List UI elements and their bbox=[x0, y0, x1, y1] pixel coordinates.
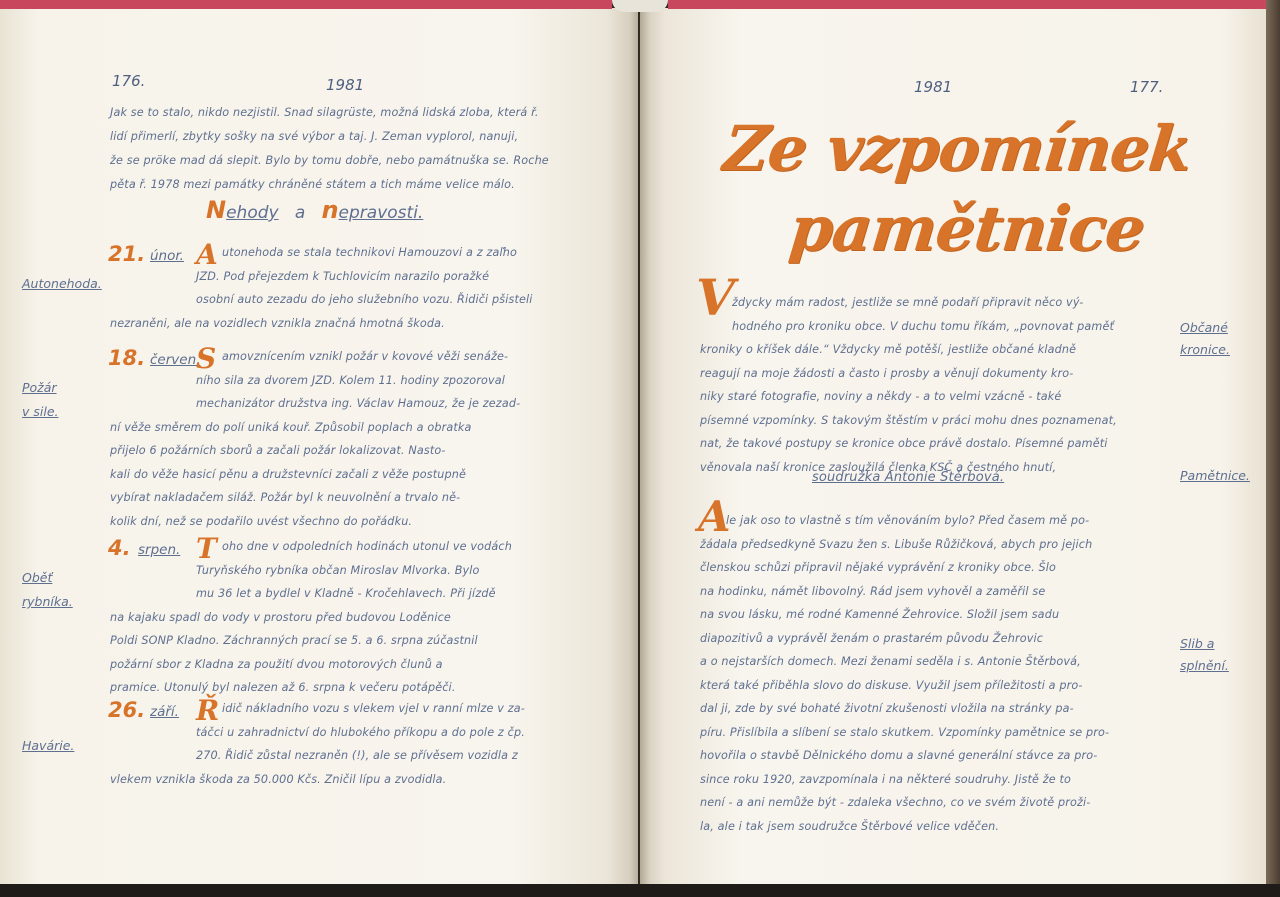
entry-line: kali do věže hasicí pěnu a družstevníci začali z věže postupně bbox=[110, 467, 467, 481]
right-page-number: 177. bbox=[1130, 78, 1164, 96]
memoir-line: která také přiběhla slovo do diskuse. Využil jsem příležitosti a pro- bbox=[700, 678, 1083, 692]
entry-date-number: 21. bbox=[108, 242, 146, 266]
entry-line: amovznícením vznikl požár v kovové věži senáže- bbox=[222, 350, 509, 363]
entry-line: na kajaku spadl do vody v prostoru před budovou Loděnice bbox=[110, 610, 451, 624]
margin-note: rybníka. bbox=[22, 594, 73, 609]
memoir-title-line2: pamětnice bbox=[786, 192, 1148, 265]
entry-line: nezraněni, ale na vozidlech vznikla značná hmotná škoda. bbox=[110, 316, 445, 330]
entry-line: Poldi SONP Kladno. Záchranných prací se 5. a 6. srpna zúčastnil bbox=[110, 634, 478, 647]
memoir-line: není - a ani nemůže být - zdaleka všechno, co ve svém životě proži- bbox=[700, 796, 1091, 809]
memoir-title-line1: Ze vzpomínek bbox=[720, 112, 1195, 185]
intro-line: Jak se to stalo, nikdo nezjistil. Snad silagrüste, možná lidská zloba, která ř. bbox=[110, 106, 539, 119]
entry-initial: Ř bbox=[196, 694, 220, 727]
memoir-line: ždycky mám radost, jestliže se mně podaří připravit něco vý- bbox=[732, 296, 1084, 309]
entry-date-month: červen. bbox=[150, 352, 201, 368]
entry-line: JZD. Pod přejezdem k Tuchlovicím narazilo poražké bbox=[196, 269, 490, 283]
left-year: 1981 bbox=[326, 76, 365, 94]
margin-note: Havárie. bbox=[22, 738, 75, 753]
paragraph2-initial: A bbox=[698, 492, 731, 541]
intro-line: že se pröke mad dá slepit. Bylo by tomu dobře, nebo památnuška se. Roche bbox=[110, 154, 549, 167]
memoir-line: hodného pro kroniku obce. V duchu tomu říkám, „povnovat paměť bbox=[732, 319, 1115, 333]
entry-line: 270. Řidič zůstal nezraněn (!), ale se přívěsem vozidla z bbox=[196, 749, 518, 762]
section-title-word1: ehody bbox=[226, 203, 279, 223]
memoir-line: la, ale i tak jsem soudružce Štěrbové velice vděčen. bbox=[700, 819, 1000, 833]
memoir-line: kroniky o kříšek dále.“ Vždycky mě potěší, jestliže občané kladně bbox=[700, 343, 1077, 356]
signature-line: soudružka Antonie Štěrbová. bbox=[812, 470, 1005, 485]
bottom-shadow bbox=[0, 884, 1280, 897]
memoir-line: diapozitivů a vyprávěl ženám o prastarém původu Žehrovic bbox=[700, 631, 1044, 645]
entry-line: osobní auto zezadu do jeho služebního vozu. Řidiči pšisteli bbox=[196, 293, 533, 306]
memoir-line: žádala předsedkyně Svazu žen s. Libuše Růžičková, abych pro jejich bbox=[700, 537, 1093, 551]
entry-initial: A bbox=[196, 238, 218, 271]
margin-note: kronice. bbox=[1180, 342, 1230, 357]
margin-note: Oběť bbox=[22, 570, 53, 585]
entry-line: požární sbor z Kladna za použití dvou motorových člunů a bbox=[110, 657, 443, 671]
section-title-cap1: N bbox=[206, 196, 227, 224]
left-page-number: 176. bbox=[112, 72, 146, 90]
memoir-line: dal ji, zde by své bohaté životní zkušenosti vložila na stránky pa- bbox=[700, 702, 1074, 715]
margin-note: Autonehoda. bbox=[22, 276, 102, 291]
entry-date-number: 18. bbox=[108, 346, 146, 370]
entry-line: ního sila za dvorem JZD. Kolem 11. hodiny zpozoroval bbox=[196, 373, 505, 387]
entry-date-number: 26. bbox=[108, 698, 146, 722]
entry-line: vlekem vznikla škoda za 50.000 Kčs. Zničil lípu a zvodidla. bbox=[110, 772, 447, 786]
entry-line: utonehoda se stala technikovi Hamouzovi a z zaľho bbox=[222, 246, 517, 259]
margin-note: v sile. bbox=[22, 404, 59, 419]
entry-date-month: srpen. bbox=[138, 542, 181, 558]
book-gutter bbox=[630, 8, 650, 884]
memoir-line: a o nejstarších domech. Mezi ženami seděla i s. Antonie Štěrbová, bbox=[700, 655, 1081, 668]
memoir-line: členskou schůzi připravil nějaké vyprávění z kroniky obce. Šlo bbox=[700, 561, 1057, 574]
section-title-word2: epravosti. bbox=[338, 203, 424, 223]
memoir-line: le jak oso to vlastně s tím věnováním bylo? Před časem mě po- bbox=[726, 514, 1090, 527]
memoir-line: niky staré fotografie, noviny a někdy - a to velmi vzácně - také bbox=[700, 390, 1062, 403]
book-cover-edge bbox=[1266, 0, 1280, 897]
memoir-line: písemné vzpomínky. S takovým štěstím v práci mohu dnes poznamenat, bbox=[700, 413, 1117, 427]
entry-line: mechanizátor družstva ing. Václav Hamouz, že je zezad- bbox=[196, 397, 521, 410]
entry-line: kolik dní, než se podařilo uvést všechno do pořádku. bbox=[110, 514, 413, 528]
memoir-line: na hodinku, námět libovolný. Rád jsem vyhověl a zaměřil se bbox=[700, 584, 1046, 598]
entry-line: táčci u zahradnictví do hlubokého příkopu a do pole z čp. bbox=[196, 725, 525, 739]
section-title-cap2: n bbox=[321, 196, 339, 224]
memoir-line: nat, že takové postupy se kronice obce právě dostalo. Písemné paměti bbox=[700, 437, 1108, 450]
entry-line: pramice. Utonulý byl nalezen až 6. srpna k večeru potápěči. bbox=[110, 681, 456, 694]
margin-note: splnění. bbox=[1180, 658, 1229, 673]
entry-line: idič nákladního vozu s vlekem vjel v ranní mlze v za- bbox=[222, 702, 525, 715]
memoir-line: píru. Přislíbila a slíbení se stalo skutkem. Vzpomínky pamětnice se pro- bbox=[700, 725, 1110, 739]
memoir-line: na svou lásku, mé rodné Kamenné Žehrovice. Složil jsem sadu bbox=[700, 608, 1060, 621]
entry-line: vybírat nakladačem siláž. Požár byl k neuvolnění a trvalo ně- bbox=[110, 491, 461, 504]
page-edge-top-left bbox=[0, 0, 612, 9]
memoir-line: since roku 1920, zavzpomínala i na některé soudruhy. Jistě že to bbox=[700, 772, 1072, 786]
memoir-line: věnovala naší kronice zasloužilá členka KSČ a čestného hnutí, bbox=[700, 460, 1057, 474]
margin-note: Slib a bbox=[1180, 636, 1215, 651]
entry-line: Turyňského rybníka občan Miroslav Mlvorka. Bylo bbox=[196, 563, 480, 577]
right-year: 1981 bbox=[914, 78, 953, 96]
entry-initial: T bbox=[196, 532, 217, 565]
memoir-line: hovořila o stavbě Dělnického domu a slavné generální stávce za pro- bbox=[700, 749, 1098, 762]
intro-line: lidí přimerlí, zbytky sošky na své výbor a taj. J. Zeman vyplorol, nanuji, bbox=[110, 130, 519, 143]
entry-line: přijelo 6 požárních sborů a začali požár lokalizovat. Nasto- bbox=[110, 444, 446, 457]
binding-clip bbox=[612, 0, 668, 12]
entry-line: ní věže směrem do polí uniká kouř. Způsobil poplach a obratka bbox=[110, 420, 472, 434]
margin-note: Požár bbox=[22, 380, 57, 395]
entry-initial: S bbox=[196, 342, 217, 375]
entry-line: mu 36 let a bydlel v Kladně - Kročehlavech. Při jízdě bbox=[196, 587, 496, 600]
page-edge-top-right bbox=[668, 0, 1272, 9]
memoir-line: reagují na moje žádosti a často i prosby a věnují dokumenty kro- bbox=[700, 366, 1074, 380]
intro-line: pěta ř. 1978 mezi památky chráněné státem a tich máme velice málo. bbox=[110, 178, 515, 191]
paragraph1-initial: V bbox=[696, 268, 735, 327]
entry-line: oho dne v odpoledních hodinách utonul ve vodách bbox=[222, 540, 512, 553]
margin-note: Pamětnice. bbox=[1180, 468, 1250, 483]
section-title-conj: a bbox=[294, 203, 306, 223]
section-title bbox=[206, 196, 423, 224]
entry-date-month: únor. bbox=[150, 248, 184, 264]
margin-note: Občané bbox=[1180, 320, 1228, 335]
entry-date-number: 4. bbox=[108, 536, 131, 560]
entry-date-month: září. bbox=[150, 704, 179, 720]
